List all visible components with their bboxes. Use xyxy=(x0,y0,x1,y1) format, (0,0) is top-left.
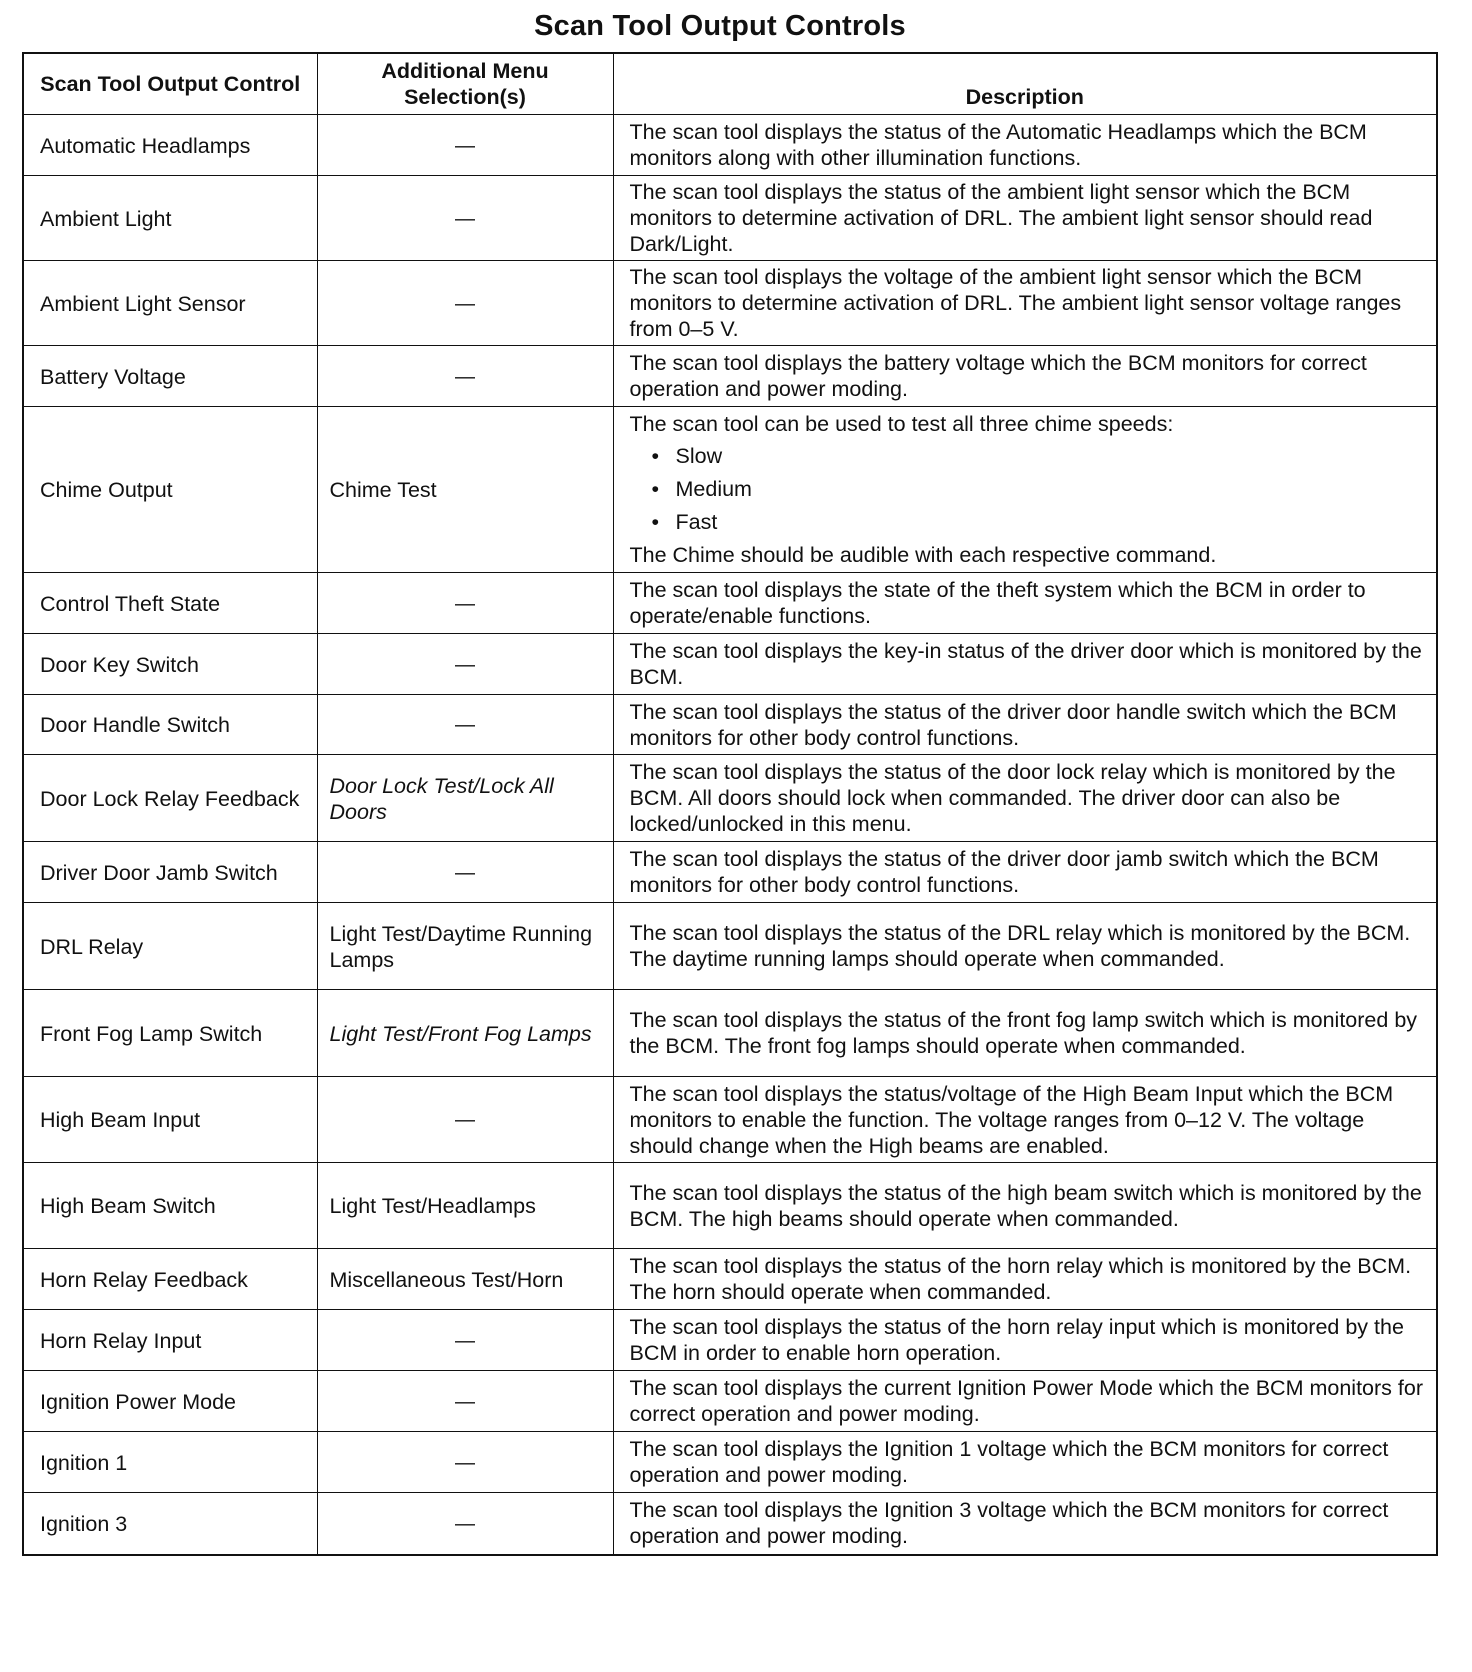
table-row xyxy=(23,261,1437,346)
table-row xyxy=(23,903,1437,990)
control-cell: Battery Voltage xyxy=(23,346,317,407)
chime-speed-list xyxy=(630,443,1429,535)
table-row xyxy=(23,1371,1437,1432)
table-header-row xyxy=(23,53,1437,115)
menu-cell: — xyxy=(317,176,613,261)
table-row xyxy=(23,115,1437,176)
list-item: • Medium xyxy=(652,476,1429,502)
menu-cell: — xyxy=(317,573,613,634)
table-row xyxy=(23,1493,1437,1555)
description-cell: The scan tool displays the status of the driver door jamb switch which the BCM monitors for other body control functions. xyxy=(613,842,1437,903)
menu-cell: Chime Test xyxy=(317,407,613,573)
table-row xyxy=(23,1077,1437,1163)
table-row xyxy=(23,1432,1437,1493)
control-cell: Ignition 3 xyxy=(23,1493,317,1555)
control-cell: Ambient Light Sensor xyxy=(23,261,317,346)
description-cell: The scan tool displays the voltage of the ambient light sensor which the BCM monitors to determine activation of DRL. The ambient light sensor voltage ranges from 0–5 V. xyxy=(613,261,1437,346)
control-cell: Ambient Light xyxy=(23,176,317,261)
table-row xyxy=(23,346,1437,407)
table-row xyxy=(23,1310,1437,1371)
menu-cell: — xyxy=(317,1077,613,1163)
control-cell: Chime Output xyxy=(23,407,317,573)
control-cell: Horn Relay Input xyxy=(23,1310,317,1371)
menu-cell: — xyxy=(317,1310,613,1371)
table-row xyxy=(23,695,1437,755)
description-cell: The scan tool displays the battery voltage which the BCM monitors for correct operation and power moding. xyxy=(613,346,1437,407)
menu-cell: — xyxy=(317,115,613,176)
menu-cell: Door Lock Test/Lock All Doors xyxy=(317,755,613,842)
control-cell: DRL Relay xyxy=(23,903,317,990)
table-body xyxy=(23,115,1437,1555)
table-row xyxy=(23,407,1437,573)
table-row xyxy=(23,1163,1437,1249)
control-cell: Front Fog Lamp Switch xyxy=(23,990,317,1077)
menu-cell: Light Test/Headlamps xyxy=(317,1163,613,1249)
description-outro: The Chime should be audible with each respective command. xyxy=(629,543,1217,567)
description-cell: The scan tool displays the status of the horn relay input which is monitored by the BCM in order to enable horn operation. xyxy=(613,1310,1437,1371)
list-item: • Slow xyxy=(652,443,1429,469)
description-cell: The scan tool displays the Ignition 1 voltage which the BCM monitors for correct operation and power moding. xyxy=(613,1432,1437,1493)
control-cell: High Beam Switch xyxy=(23,1163,317,1249)
menu-cell: Light Test/Front Fog Lamps xyxy=(317,990,613,1077)
description-cell: The scan tool displays the status of the DRL relay which is monitored by the BCM. The daytime running lamps should operate when commanded. xyxy=(613,903,1437,990)
menu-cell: Light Test/Daytime Running Lamps xyxy=(317,903,613,990)
page-title: Scan Tool Output Controls xyxy=(534,10,906,42)
table-row xyxy=(23,1249,1437,1310)
header-description: Description xyxy=(613,53,1437,115)
menu-cell: — xyxy=(317,346,613,407)
description-cell: The scan tool displays the status of the door lock relay which is monitored by the BCM. All doors should lock when commanded. The driver door can also be locked/unlocked in this menu. xyxy=(613,755,1437,842)
control-cell: Door Lock Relay Feedback xyxy=(23,755,317,842)
control-cell: Automatic Headlamps xyxy=(23,115,317,176)
control-cell: Ignition 1 xyxy=(23,1432,317,1493)
menu-cell: — xyxy=(317,1432,613,1493)
table-row xyxy=(23,842,1437,903)
description-cell: The scan tool displays the status of the driver door handle switch which the BCM monitors for other body control functions. xyxy=(613,695,1437,755)
menu-cell: Miscellaneous Test/Horn xyxy=(317,1249,613,1310)
table-row xyxy=(23,634,1437,695)
scan-tool-output-controls-table xyxy=(22,52,1438,1556)
table-row xyxy=(23,573,1437,634)
header-menu: Additional Menu Selection(s) xyxy=(317,53,613,115)
description-cell: The scan tool displays the key-in status of the driver door which is monitored by the BCM. xyxy=(613,634,1437,695)
description-cell: The scan tool displays the status of the ambient light sensor which the BCM monitors to determine activation of DRL. The ambient light sensor should read Dark/Light. xyxy=(613,176,1437,261)
menu-cell: — xyxy=(317,1371,613,1432)
control-cell: High Beam Input xyxy=(23,1077,317,1163)
description-cell: The scan tool displays the status/voltage of the High Beam Input which the BCM monitors to enable the function. The voltage ranges from 0–12 V. The voltage should change when the High beams are enabled. xyxy=(613,1077,1437,1163)
description-cell xyxy=(613,407,1437,573)
description-cell: The scan tool displays the Ignition 3 voltage which the BCM monitors for correct operation and power moding. xyxy=(613,1493,1437,1555)
description-cell: The scan tool displays the current Ignition Power Mode which the BCM monitors for correct operation and power moding. xyxy=(613,1371,1437,1432)
table-row xyxy=(23,990,1437,1077)
description-cell: The scan tool displays the status of the front fog lamp switch which is monitored by the BCM. The front fog lamps should operate when commanded. xyxy=(613,990,1437,1077)
description-intro: The scan tool can be used to test all three chime speeds: xyxy=(629,412,1174,436)
control-cell: Driver Door Jamb Switch xyxy=(23,842,317,903)
list-item: • Fast xyxy=(652,509,1429,535)
control-cell: Control Theft State xyxy=(23,573,317,634)
menu-cell: — xyxy=(317,1493,613,1555)
control-cell: Door Key Switch xyxy=(23,634,317,695)
header-control: Scan Tool Output Control xyxy=(23,53,317,115)
description-cell: The scan tool displays the status of the high beam switch which is monitored by the BCM. The high beams should operate when commanded. xyxy=(613,1163,1437,1249)
table-row xyxy=(23,755,1437,842)
description-cell: The scan tool displays the status of the horn relay which is monitored by the BCM. The horn should operate when commanded. xyxy=(613,1249,1437,1310)
description-cell: The scan tool displays the state of the theft system which the BCM in order to operate/enable functions. xyxy=(613,573,1437,634)
control-cell: Ignition Power Mode xyxy=(23,1371,317,1432)
menu-cell: — xyxy=(317,261,613,346)
menu-cell: — xyxy=(317,842,613,903)
table-row xyxy=(23,176,1437,261)
menu-cell: — xyxy=(317,695,613,755)
control-cell: Horn Relay Feedback xyxy=(23,1249,317,1310)
menu-cell: — xyxy=(317,634,613,695)
description-cell: The scan tool displays the status of the Automatic Headlamps which the BCM monitors along with other illumination functions. xyxy=(613,115,1437,176)
control-cell: Door Handle Switch xyxy=(23,695,317,755)
